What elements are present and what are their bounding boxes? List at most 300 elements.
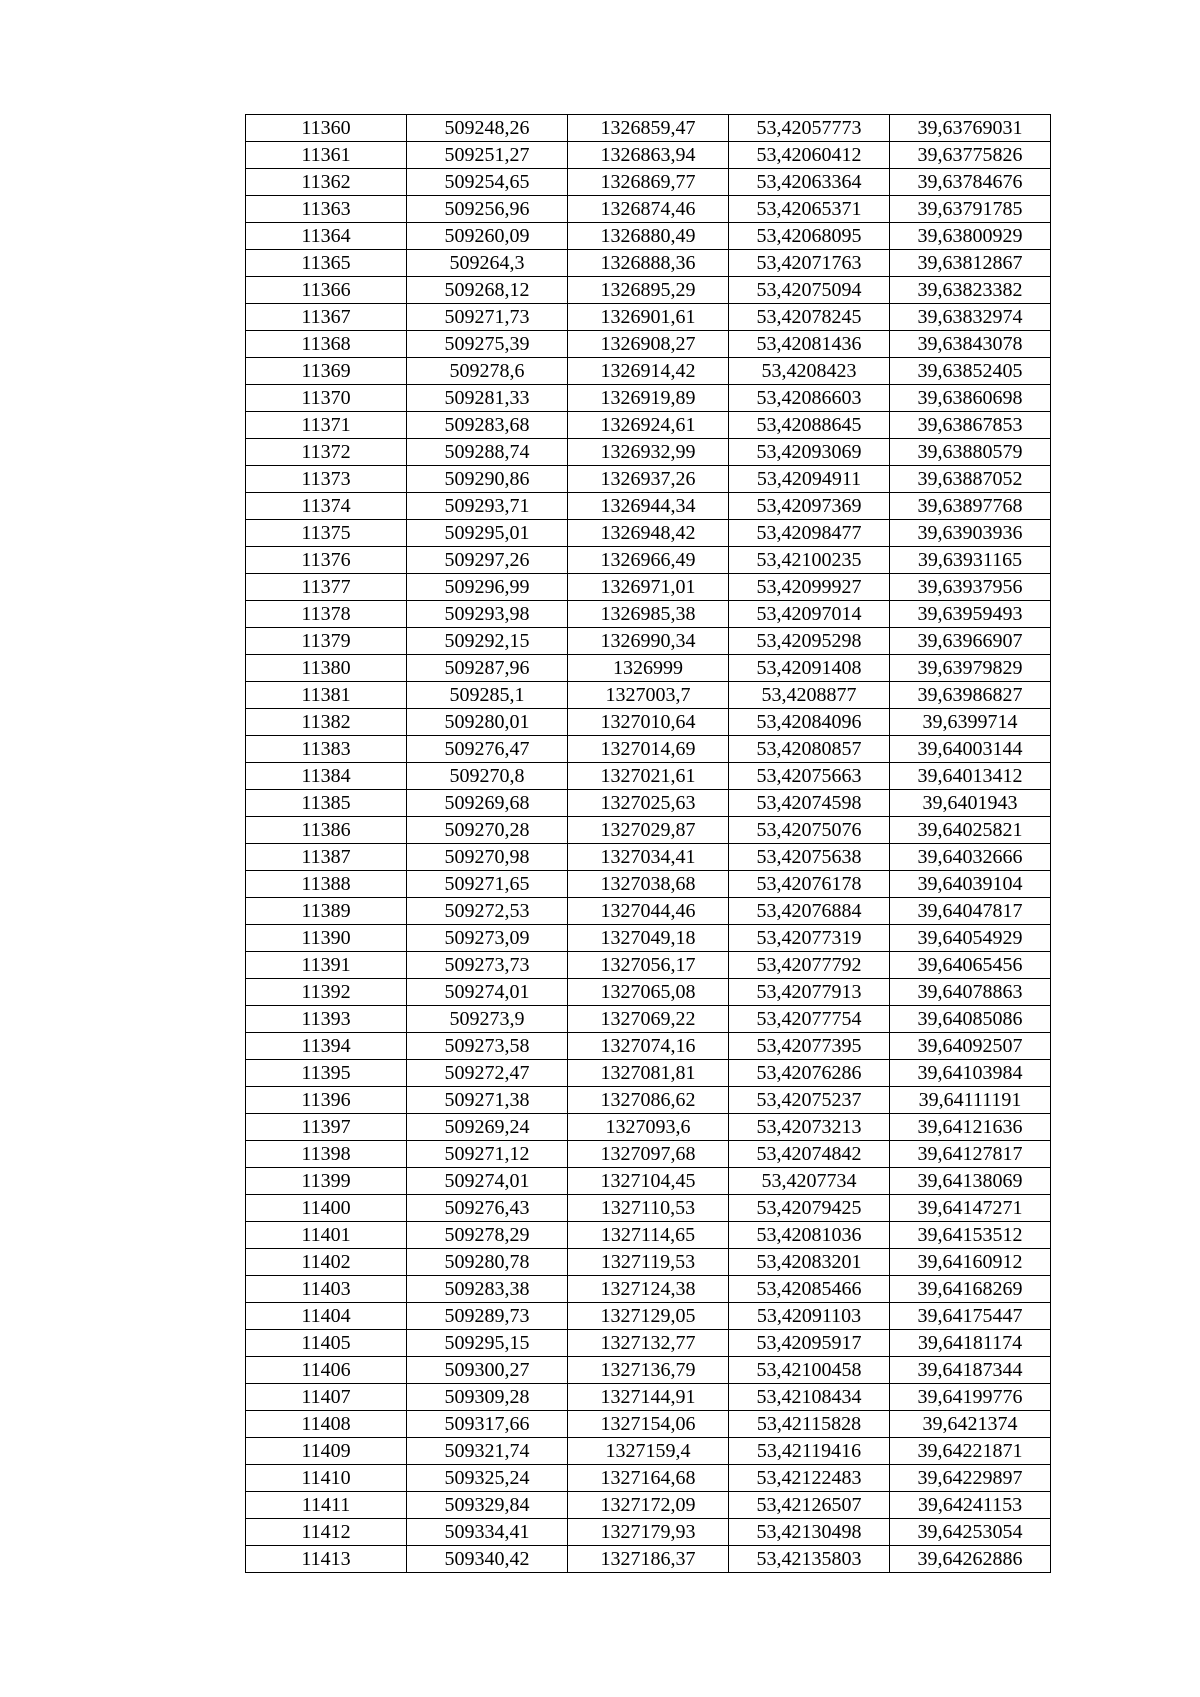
y-coordinate-cell: 1327164,68 — [568, 1465, 729, 1492]
longitude-cell: 39,63791785 — [890, 196, 1051, 223]
x-coordinate-cell: 509280,78 — [407, 1249, 568, 1276]
x-coordinate-cell: 509293,71 — [407, 493, 568, 520]
latitude-cell: 53,42088645 — [729, 412, 890, 439]
x-coordinate-cell: 509271,73 — [407, 304, 568, 331]
x-coordinate-cell: 509273,9 — [407, 1006, 568, 1033]
table-row — [246, 520, 1051, 547]
latitude-cell: 53,42081036 — [729, 1222, 890, 1249]
table-row — [246, 1141, 1051, 1168]
point-number-cell: 11363 — [246, 196, 407, 223]
longitude-cell: 39,63937956 — [890, 574, 1051, 601]
coordinates-table — [245, 114, 1051, 1573]
x-coordinate-cell: 509283,38 — [407, 1276, 568, 1303]
point-number-cell: 11398 — [246, 1141, 407, 1168]
latitude-cell: 53,42078245 — [729, 304, 890, 331]
x-coordinate-cell: 509269,24 — [407, 1114, 568, 1141]
table-row — [246, 1222, 1051, 1249]
longitude-cell: 39,6421374 — [890, 1411, 1051, 1438]
longitude-cell: 39,6399714 — [890, 709, 1051, 736]
y-coordinate-cell: 1326914,42 — [568, 358, 729, 385]
point-number-cell: 11386 — [246, 817, 407, 844]
point-number-cell: 11365 — [246, 250, 407, 277]
longitude-cell: 39,64229897 — [890, 1465, 1051, 1492]
point-number-cell: 11387 — [246, 844, 407, 871]
longitude-cell: 39,64199776 — [890, 1384, 1051, 1411]
x-coordinate-cell: 509317,66 — [407, 1411, 568, 1438]
latitude-cell: 53,42094911 — [729, 466, 890, 493]
table-row — [246, 547, 1051, 574]
latitude-cell: 53,42075094 — [729, 277, 890, 304]
x-coordinate-cell: 509273,09 — [407, 925, 568, 952]
latitude-cell: 53,42086603 — [729, 385, 890, 412]
table-row — [246, 628, 1051, 655]
x-coordinate-cell: 509293,98 — [407, 601, 568, 628]
table-row — [246, 925, 1051, 952]
longitude-cell: 39,64138069 — [890, 1168, 1051, 1195]
y-coordinate-cell: 1327114,65 — [568, 1222, 729, 1249]
table-row — [246, 952, 1051, 979]
point-number-cell: 11384 — [246, 763, 407, 790]
latitude-cell: 53,42083201 — [729, 1249, 890, 1276]
y-coordinate-cell: 1326895,29 — [568, 277, 729, 304]
longitude-cell: 39,63931165 — [890, 547, 1051, 574]
point-number-cell: 11368 — [246, 331, 407, 358]
point-number-cell: 11389 — [246, 898, 407, 925]
table-row — [246, 1492, 1051, 1519]
point-number-cell: 11362 — [246, 169, 407, 196]
point-number-cell: 11408 — [246, 1411, 407, 1438]
latitude-cell: 53,42119416 — [729, 1438, 890, 1465]
y-coordinate-cell: 1326888,36 — [568, 250, 729, 277]
y-coordinate-cell: 1327154,06 — [568, 1411, 729, 1438]
y-coordinate-cell: 1326990,34 — [568, 628, 729, 655]
latitude-cell: 53,42063364 — [729, 169, 890, 196]
point-number-cell: 11370 — [246, 385, 407, 412]
latitude-cell: 53,42079425 — [729, 1195, 890, 1222]
longitude-cell: 39,63897768 — [890, 493, 1051, 520]
x-coordinate-cell: 509278,29 — [407, 1222, 568, 1249]
latitude-cell: 53,42077754 — [729, 1006, 890, 1033]
y-coordinate-cell: 1326985,38 — [568, 601, 729, 628]
longitude-cell: 39,64085086 — [890, 1006, 1051, 1033]
latitude-cell: 53,42085466 — [729, 1276, 890, 1303]
coordinates-table-body — [246, 115, 1051, 1573]
latitude-cell: 53,42084096 — [729, 709, 890, 736]
longitude-cell: 39,63832974 — [890, 304, 1051, 331]
table-row — [246, 1087, 1051, 1114]
longitude-cell: 39,64054929 — [890, 925, 1051, 952]
point-number-cell: 11406 — [246, 1357, 407, 1384]
latitude-cell: 53,42075663 — [729, 763, 890, 790]
table-row — [246, 331, 1051, 358]
x-coordinate-cell: 509288,74 — [407, 439, 568, 466]
latitude-cell: 53,42100235 — [729, 547, 890, 574]
latitude-cell: 53,42068095 — [729, 223, 890, 250]
y-coordinate-cell: 1327136,79 — [568, 1357, 729, 1384]
point-number-cell: 11376 — [246, 547, 407, 574]
x-coordinate-cell: 509256,96 — [407, 196, 568, 223]
y-coordinate-cell: 1327034,41 — [568, 844, 729, 871]
x-coordinate-cell: 509248,26 — [407, 115, 568, 142]
latitude-cell: 53,42075076 — [729, 817, 890, 844]
y-coordinate-cell: 1326919,89 — [568, 385, 729, 412]
latitude-cell: 53,42071763 — [729, 250, 890, 277]
table-row — [246, 385, 1051, 412]
longitude-cell: 39,64092507 — [890, 1033, 1051, 1060]
x-coordinate-cell: 509295,15 — [407, 1330, 568, 1357]
latitude-cell: 53,42057773 — [729, 115, 890, 142]
point-number-cell: 11410 — [246, 1465, 407, 1492]
x-coordinate-cell: 509321,74 — [407, 1438, 568, 1465]
latitude-cell: 53,42065371 — [729, 196, 890, 223]
x-coordinate-cell: 509289,73 — [407, 1303, 568, 1330]
latitude-cell: 53,42077913 — [729, 979, 890, 1006]
table-row — [246, 844, 1051, 871]
table-row — [246, 1546, 1051, 1573]
point-number-cell: 11402 — [246, 1249, 407, 1276]
y-coordinate-cell: 1327029,87 — [568, 817, 729, 844]
longitude-cell: 39,64047817 — [890, 898, 1051, 925]
table-row — [246, 250, 1051, 277]
point-number-cell: 11364 — [246, 223, 407, 250]
latitude-cell: 53,42091408 — [729, 655, 890, 682]
point-number-cell: 11361 — [246, 142, 407, 169]
x-coordinate-cell: 509272,47 — [407, 1060, 568, 1087]
longitude-cell: 39,63800929 — [890, 223, 1051, 250]
point-number-cell: 11405 — [246, 1330, 407, 1357]
x-coordinate-cell: 509295,01 — [407, 520, 568, 547]
point-number-cell: 11377 — [246, 574, 407, 601]
table-row — [246, 1357, 1051, 1384]
y-coordinate-cell: 1327097,68 — [568, 1141, 729, 1168]
latitude-cell: 53,42074598 — [729, 790, 890, 817]
point-number-cell: 11412 — [246, 1519, 407, 1546]
y-coordinate-cell: 1327074,16 — [568, 1033, 729, 1060]
longitude-cell: 39,63860698 — [890, 385, 1051, 412]
longitude-cell: 39,64175447 — [890, 1303, 1051, 1330]
latitude-cell: 53,42075638 — [729, 844, 890, 871]
point-number-cell: 11413 — [246, 1546, 407, 1573]
table-row — [246, 709, 1051, 736]
longitude-cell: 39,64103984 — [890, 1060, 1051, 1087]
y-coordinate-cell: 1326937,26 — [568, 466, 729, 493]
point-number-cell: 11379 — [246, 628, 407, 655]
latitude-cell: 53,4208423 — [729, 358, 890, 385]
table-row — [246, 1303, 1051, 1330]
latitude-cell: 53,42135803 — [729, 1546, 890, 1573]
x-coordinate-cell: 509290,86 — [407, 466, 568, 493]
table-row — [246, 790, 1051, 817]
y-coordinate-cell: 1327014,69 — [568, 736, 729, 763]
point-number-cell: 11366 — [246, 277, 407, 304]
y-coordinate-cell: 1327010,64 — [568, 709, 729, 736]
longitude-cell: 39,63903936 — [890, 520, 1051, 547]
y-coordinate-cell: 1326908,27 — [568, 331, 729, 358]
longitude-cell: 39,64181174 — [890, 1330, 1051, 1357]
latitude-cell: 53,42098477 — [729, 520, 890, 547]
y-coordinate-cell: 1327144,91 — [568, 1384, 729, 1411]
latitude-cell: 53,42077319 — [729, 925, 890, 952]
latitude-cell: 53,42108434 — [729, 1384, 890, 1411]
longitude-cell: 39,64121636 — [890, 1114, 1051, 1141]
point-number-cell: 11367 — [246, 304, 407, 331]
x-coordinate-cell: 509280,01 — [407, 709, 568, 736]
y-coordinate-cell: 1326859,47 — [568, 115, 729, 142]
point-number-cell: 11411 — [246, 1492, 407, 1519]
y-coordinate-cell: 1326874,46 — [568, 196, 729, 223]
point-number-cell: 11409 — [246, 1438, 407, 1465]
point-number-cell: 11391 — [246, 952, 407, 979]
y-coordinate-cell: 1327069,22 — [568, 1006, 729, 1033]
y-coordinate-cell: 1327065,08 — [568, 979, 729, 1006]
longitude-cell: 39,63880579 — [890, 439, 1051, 466]
y-coordinate-cell: 1327186,37 — [568, 1546, 729, 1573]
point-number-cell: 11393 — [246, 1006, 407, 1033]
longitude-cell: 39,64078863 — [890, 979, 1051, 1006]
y-coordinate-cell: 1326932,99 — [568, 439, 729, 466]
point-number-cell: 11369 — [246, 358, 407, 385]
x-coordinate-cell: 509309,28 — [407, 1384, 568, 1411]
point-number-cell: 11399 — [246, 1168, 407, 1195]
x-coordinate-cell: 509260,09 — [407, 223, 568, 250]
table-row — [246, 223, 1051, 250]
longitude-cell: 39,64032666 — [890, 844, 1051, 871]
x-coordinate-cell: 509268,12 — [407, 277, 568, 304]
x-coordinate-cell: 509283,68 — [407, 412, 568, 439]
longitude-cell: 39,63959493 — [890, 601, 1051, 628]
table-row — [246, 169, 1051, 196]
longitude-cell: 39,63966907 — [890, 628, 1051, 655]
longitude-cell: 39,64160912 — [890, 1249, 1051, 1276]
x-coordinate-cell: 509273,73 — [407, 952, 568, 979]
table-row — [246, 493, 1051, 520]
longitude-cell: 39,64147271 — [890, 1195, 1051, 1222]
x-coordinate-cell: 509275,39 — [407, 331, 568, 358]
longitude-cell: 39,64262886 — [890, 1546, 1051, 1573]
y-coordinate-cell: 1327086,62 — [568, 1087, 729, 1114]
x-coordinate-cell: 509276,47 — [407, 736, 568, 763]
point-number-cell: 11383 — [246, 736, 407, 763]
x-coordinate-cell: 509281,33 — [407, 385, 568, 412]
table-row — [246, 655, 1051, 682]
longitude-cell: 39,63775826 — [890, 142, 1051, 169]
latitude-cell: 53,42080857 — [729, 736, 890, 763]
y-coordinate-cell: 1327021,61 — [568, 763, 729, 790]
x-coordinate-cell: 509271,65 — [407, 871, 568, 898]
table-row — [246, 142, 1051, 169]
point-number-cell: 11381 — [246, 682, 407, 709]
point-number-cell: 11382 — [246, 709, 407, 736]
point-number-cell: 11395 — [246, 1060, 407, 1087]
longitude-cell: 39,64153512 — [890, 1222, 1051, 1249]
table-row — [246, 1033, 1051, 1060]
latitude-cell: 53,42075237 — [729, 1087, 890, 1114]
point-number-cell: 11360 — [246, 115, 407, 142]
table-row — [246, 871, 1051, 898]
table-row — [246, 1195, 1051, 1222]
y-coordinate-cell: 1326924,61 — [568, 412, 729, 439]
longitude-cell: 39,63979829 — [890, 655, 1051, 682]
table-row — [246, 1060, 1051, 1087]
table-row — [246, 1330, 1051, 1357]
point-number-cell: 11374 — [246, 493, 407, 520]
longitude-cell: 39,64168269 — [890, 1276, 1051, 1303]
latitude-cell: 53,4208877 — [729, 682, 890, 709]
x-coordinate-cell: 509269,68 — [407, 790, 568, 817]
table-row — [246, 682, 1051, 709]
table-row — [246, 1519, 1051, 1546]
table-row — [246, 1168, 1051, 1195]
y-coordinate-cell: 1327172,09 — [568, 1492, 729, 1519]
table-row — [246, 1114, 1051, 1141]
table-row — [246, 412, 1051, 439]
latitude-cell: 53,42076178 — [729, 871, 890, 898]
latitude-cell: 53,42074842 — [729, 1141, 890, 1168]
x-coordinate-cell: 509287,96 — [407, 655, 568, 682]
table-row — [246, 439, 1051, 466]
x-coordinate-cell: 509325,24 — [407, 1465, 568, 1492]
longitude-cell: 39,63843078 — [890, 331, 1051, 358]
latitude-cell: 53,42095917 — [729, 1330, 890, 1357]
latitude-cell: 53,42060412 — [729, 142, 890, 169]
y-coordinate-cell: 1327081,81 — [568, 1060, 729, 1087]
latitude-cell: 53,42100458 — [729, 1357, 890, 1384]
x-coordinate-cell: 509300,27 — [407, 1357, 568, 1384]
point-number-cell: 11388 — [246, 871, 407, 898]
latitude-cell: 53,42097014 — [729, 601, 890, 628]
table-row — [246, 1006, 1051, 1033]
longitude-cell: 39,64025821 — [890, 817, 1051, 844]
point-number-cell: 11371 — [246, 412, 407, 439]
x-coordinate-cell: 509254,65 — [407, 169, 568, 196]
point-number-cell: 11407 — [246, 1384, 407, 1411]
y-coordinate-cell: 1327049,18 — [568, 925, 729, 952]
x-coordinate-cell: 509274,01 — [407, 979, 568, 1006]
y-coordinate-cell: 1327132,77 — [568, 1330, 729, 1357]
latitude-cell: 53,42122483 — [729, 1465, 890, 1492]
point-number-cell: 11401 — [246, 1222, 407, 1249]
longitude-cell: 39,64111191 — [890, 1087, 1051, 1114]
x-coordinate-cell: 509334,41 — [407, 1519, 568, 1546]
x-coordinate-cell: 509272,53 — [407, 898, 568, 925]
y-coordinate-cell: 1327104,45 — [568, 1168, 729, 1195]
latitude-cell: 53,42130498 — [729, 1519, 890, 1546]
longitude-cell: 39,63812867 — [890, 250, 1051, 277]
y-coordinate-cell: 1327124,38 — [568, 1276, 729, 1303]
x-coordinate-cell: 509271,38 — [407, 1087, 568, 1114]
y-coordinate-cell: 1327119,53 — [568, 1249, 729, 1276]
table-row — [246, 1465, 1051, 1492]
point-number-cell: 11378 — [246, 601, 407, 628]
x-coordinate-cell: 509270,28 — [407, 817, 568, 844]
x-coordinate-cell: 509296,99 — [407, 574, 568, 601]
y-coordinate-cell: 1327025,63 — [568, 790, 729, 817]
latitude-cell: 53,42076286 — [729, 1060, 890, 1087]
latitude-cell: 53,42126507 — [729, 1492, 890, 1519]
table-row — [246, 979, 1051, 1006]
table-row — [246, 763, 1051, 790]
point-number-cell: 11373 — [246, 466, 407, 493]
y-coordinate-cell: 1327179,93 — [568, 1519, 729, 1546]
point-number-cell: 11397 — [246, 1114, 407, 1141]
table-row — [246, 601, 1051, 628]
point-number-cell: 11392 — [246, 979, 407, 1006]
point-number-cell: 11394 — [246, 1033, 407, 1060]
table-row — [246, 574, 1051, 601]
table-row — [246, 277, 1051, 304]
longitude-cell: 39,64039104 — [890, 871, 1051, 898]
longitude-cell: 39,63887052 — [890, 466, 1051, 493]
y-coordinate-cell: 1326863,94 — [568, 142, 729, 169]
longitude-cell: 39,6401943 — [890, 790, 1051, 817]
longitude-cell: 39,64127817 — [890, 1141, 1051, 1168]
table-row — [246, 196, 1051, 223]
table-row — [246, 1276, 1051, 1303]
point-number-cell: 11396 — [246, 1087, 407, 1114]
latitude-cell: 53,42073213 — [729, 1114, 890, 1141]
x-coordinate-cell: 509297,26 — [407, 547, 568, 574]
longitude-cell: 39,63986827 — [890, 682, 1051, 709]
x-coordinate-cell: 509340,42 — [407, 1546, 568, 1573]
y-coordinate-cell: 1326880,49 — [568, 223, 729, 250]
table-row — [246, 736, 1051, 763]
point-number-cell: 11372 — [246, 439, 407, 466]
table-row — [246, 1249, 1051, 1276]
latitude-cell: 53,42077792 — [729, 952, 890, 979]
latitude-cell: 53,4207734 — [729, 1168, 890, 1195]
longitude-cell: 39,63852405 — [890, 358, 1051, 385]
longitude-cell: 39,63823382 — [890, 277, 1051, 304]
longitude-cell: 39,63769031 — [890, 115, 1051, 142]
latitude-cell: 53,42115828 — [729, 1411, 890, 1438]
x-coordinate-cell: 509273,58 — [407, 1033, 568, 1060]
y-coordinate-cell: 1326999 — [568, 655, 729, 682]
x-coordinate-cell: 509264,3 — [407, 250, 568, 277]
x-coordinate-cell: 509271,12 — [407, 1141, 568, 1168]
latitude-cell: 53,42077395 — [729, 1033, 890, 1060]
y-coordinate-cell: 1326948,42 — [568, 520, 729, 547]
x-coordinate-cell: 509285,1 — [407, 682, 568, 709]
y-coordinate-cell: 1327038,68 — [568, 871, 729, 898]
y-coordinate-cell: 1326869,77 — [568, 169, 729, 196]
x-coordinate-cell: 509251,27 — [407, 142, 568, 169]
x-coordinate-cell: 509270,8 — [407, 763, 568, 790]
y-coordinate-cell: 1326971,01 — [568, 574, 729, 601]
table-row — [246, 1384, 1051, 1411]
table-row — [246, 898, 1051, 925]
x-coordinate-cell: 509270,98 — [407, 844, 568, 871]
point-number-cell: 11400 — [246, 1195, 407, 1222]
y-coordinate-cell: 1326901,61 — [568, 304, 729, 331]
y-coordinate-cell: 1327093,6 — [568, 1114, 729, 1141]
point-number-cell: 11390 — [246, 925, 407, 952]
y-coordinate-cell: 1327044,46 — [568, 898, 729, 925]
longitude-cell: 39,64253054 — [890, 1519, 1051, 1546]
point-number-cell: 11375 — [246, 520, 407, 547]
longitude-cell: 39,63784676 — [890, 169, 1051, 196]
table-row — [246, 1438, 1051, 1465]
table-row — [246, 304, 1051, 331]
longitude-cell: 39,64187344 — [890, 1357, 1051, 1384]
y-coordinate-cell: 1327003,7 — [568, 682, 729, 709]
latitude-cell: 53,42097369 — [729, 493, 890, 520]
longitude-cell: 39,64221871 — [890, 1438, 1051, 1465]
table-row — [246, 466, 1051, 493]
longitude-cell: 39,64013412 — [890, 763, 1051, 790]
x-coordinate-cell: 509329,84 — [407, 1492, 568, 1519]
table-row — [246, 358, 1051, 385]
latitude-cell: 53,42076884 — [729, 898, 890, 925]
